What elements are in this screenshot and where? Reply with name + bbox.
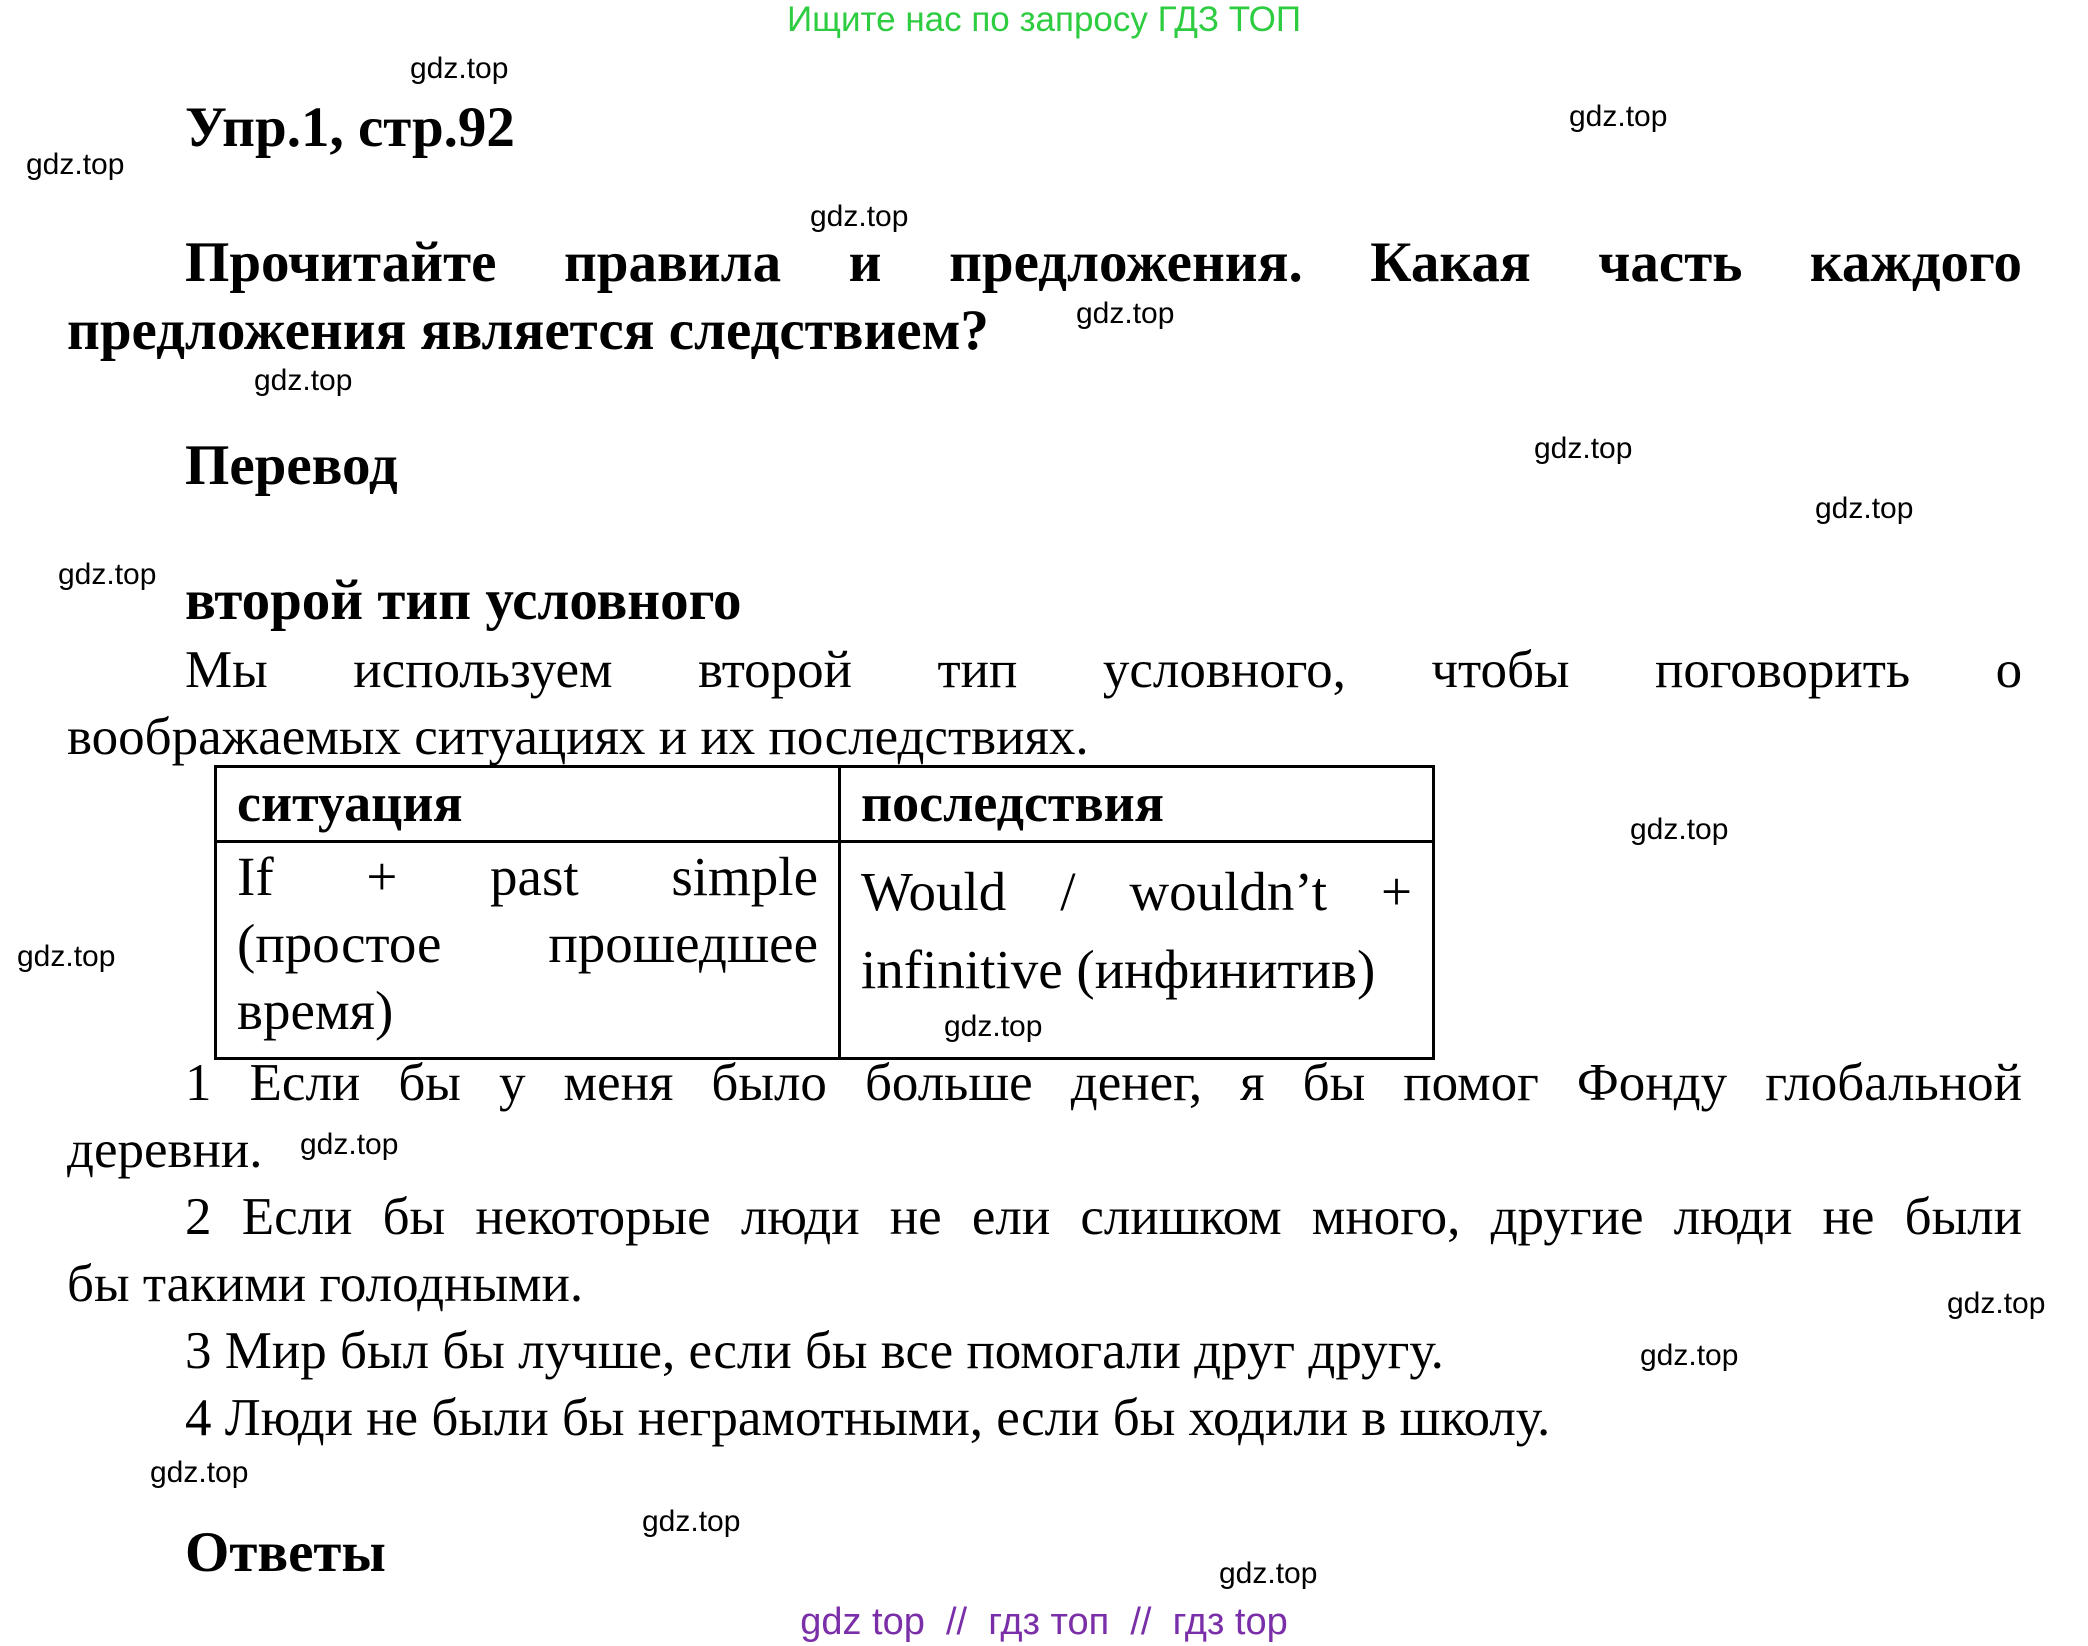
consequence-cell [840, 842, 1434, 1059]
situation-line: If + past simple [237, 846, 818, 907]
intro-word: Мы [185, 641, 268, 699]
intro-line-2: воображаемых ситуациях и их последствиях. [67, 708, 1089, 766]
task-word: правила [563, 231, 782, 294]
footer-link[interactable]: гдз топ [988, 1601, 1110, 1643]
watermark: gdz.top [1534, 432, 1633, 465]
task-word: Какая [1370, 231, 1531, 294]
watermark: gdz.top [1219, 1557, 1318, 1590]
task-line-1 [185, 230, 2022, 296]
task-word: часть [1598, 231, 1743, 294]
intro-line-1 [185, 637, 2022, 704]
search-banner: Ищите нас по запросу ГДЗ ТОП [787, 0, 1301, 39]
task-word: предложения. [949, 231, 1303, 294]
header-consequence: последствия [840, 767, 1434, 842]
intro-word: о [1995, 641, 2023, 699]
footer-separator: // [946, 1601, 968, 1643]
sentence-2-line-2: бы такими голодными. [67, 1255, 584, 1313]
situation-line: (простое прошедшее [237, 913, 818, 974]
watermark: gdz.top [150, 1456, 249, 1489]
task-word: Прочитайте [185, 231, 497, 294]
watermark: gdz.top [410, 52, 509, 85]
sentence-2-line-1: 2 Если бы некоторые люди не ели слишком много, другие люди не были [185, 1188, 2022, 1246]
watermark: gdz.top [944, 1010, 1043, 1043]
footer-separator: // [1130, 1601, 1152, 1643]
sentence-1-line-2: деревни. [67, 1121, 263, 1179]
intro-word: тип [937, 641, 1018, 699]
task-line-2: предложения является следствием? [67, 299, 989, 362]
intro-word: условного, [1102, 641, 1346, 699]
watermark: gdz.top [254, 364, 353, 397]
watermark: gdz.top [300, 1128, 399, 1161]
situation-cell [216, 842, 840, 1059]
consequence-line: Would / wouldn’t + [861, 861, 1412, 922]
sentence-3: 3 Мир был бы лучше, если бы все помогали друг другу. [185, 1322, 1444, 1380]
watermark: gdz.top [1640, 1339, 1739, 1372]
watermark: gdz.top [26, 148, 125, 181]
page-title: Упр.1, стр.92 [185, 96, 515, 159]
watermark: gdz.top [1076, 297, 1175, 330]
intro-word: второй [698, 641, 853, 699]
watermark: gdz.top [810, 200, 909, 233]
conditional-table [214, 765, 1435, 1060]
watermark: gdz.top [1815, 492, 1914, 525]
intro-word: используем [353, 641, 613, 699]
watermark: gdz.top [1569, 100, 1668, 133]
footer-link[interactable]: gdz top [800, 1601, 925, 1643]
situation-line: время) [237, 980, 394, 1041]
table-header-row [216, 767, 1434, 842]
watermark: gdz.top [17, 940, 116, 973]
watermark: gdz.top [58, 558, 157, 591]
table-row [216, 842, 1434, 1059]
header-situation: ситуация [216, 767, 840, 842]
sentence-4: 4 Люди не были бы неграмотными, если бы ходили в школу. [185, 1389, 1551, 1447]
task-word: и [848, 231, 882, 294]
task-word: каждого [1809, 231, 2023, 294]
answers-heading: Ответы [185, 1521, 386, 1584]
footer-links [0, 1600, 2088, 1644]
watermark: gdz.top [1947, 1287, 2046, 1320]
sentence-1-line-1: 1 Если бы у меня было больше денег, я бы помог Фонду глобальной [185, 1054, 2022, 1112]
translation-heading: Перевод [185, 434, 398, 497]
watermark: gdz.top [1630, 813, 1729, 846]
footer-link[interactable]: гдз top [1172, 1601, 1288, 1643]
intro-word: поговорить [1654, 641, 1911, 699]
intro-word: чтобы [1431, 641, 1570, 699]
watermark: gdz.top [642, 1505, 741, 1538]
consequence-line: infinitive (инфинитив) [861, 939, 1376, 1000]
section-heading: второй тип условного [185, 569, 742, 632]
